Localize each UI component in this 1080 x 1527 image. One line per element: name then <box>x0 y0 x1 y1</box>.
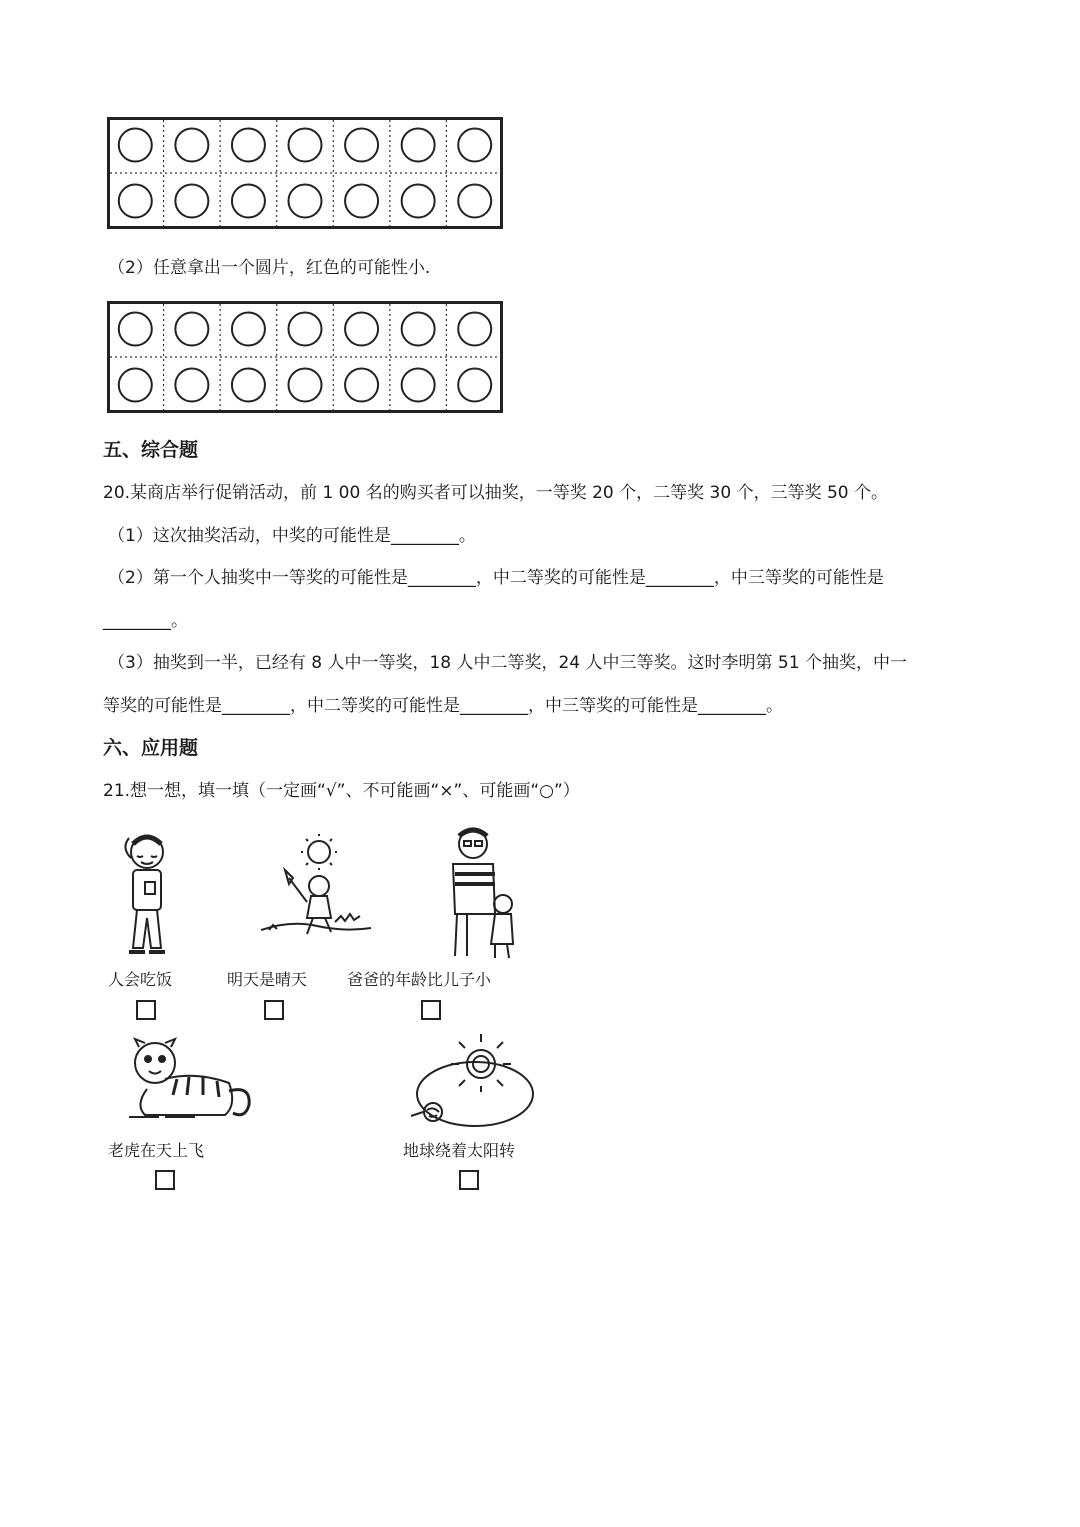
disc-circle <box>232 369 265 402</box>
answer-box-item-3[interactable] <box>421 1000 441 1020</box>
disc-circle <box>175 313 208 346</box>
disc-circle <box>402 129 435 162</box>
caption-item-2: 明天是晴天 <box>227 970 308 989</box>
question-20-part-2-line-1: （2）第一个人抽奖中一等奖的可能性是________，中二等奖的可能性是________，中三等奖的可能性是 <box>108 568 884 588</box>
section-5-title: 五、综合题 <box>103 439 199 461</box>
circle-grid-1 <box>107 117 503 229</box>
question-21-picture-area <box>103 820 548 1198</box>
disc-circle <box>458 185 491 218</box>
answer-box-item-1[interactable] <box>136 1000 156 1020</box>
disc-circle <box>345 185 378 218</box>
disc-circle <box>175 369 208 402</box>
disc-circle <box>402 313 435 346</box>
disc-circle <box>458 313 491 346</box>
disc-circle <box>289 313 322 346</box>
section-6-title: 六、应用题 <box>103 737 199 759</box>
caption-item-5: 地球绕着太阳转 <box>403 1141 516 1160</box>
tiger-figure-icon <box>125 1035 257 1127</box>
caption-item-1: 人会吃饭 <box>108 970 173 989</box>
kid-sun-scene-icon <box>261 834 373 942</box>
question-20-part-3-line-2: 等奖的可能性是________，中二等奖的可能性是________，中三等奖的可能性是________。 <box>103 696 783 716</box>
disc-circle <box>175 185 208 218</box>
disc-circle <box>119 313 152 346</box>
disc-circle <box>289 369 322 402</box>
answer-box-item-2[interactable] <box>264 1000 284 1020</box>
question-2-text: （2）任意拿出一个圆片，红色的可能性小. <box>108 258 431 278</box>
question-20-part-1: （1）这次抽奖活动，中奖的可能性是________。 <box>108 526 476 546</box>
disc-circle <box>402 369 435 402</box>
disc-circle <box>119 369 152 402</box>
disc-circle <box>232 185 265 218</box>
disc-circle <box>232 129 265 162</box>
circle-grid-2 <box>107 301 503 413</box>
father-son-figure-icon <box>437 824 523 962</box>
question-21-stem: 21.想一想，填一填（一定画“√”、不可能画“×”、可能画“○”） <box>103 781 580 801</box>
disc-circle <box>175 129 208 162</box>
disc-circle <box>345 313 378 346</box>
disc-circle <box>345 369 378 402</box>
question-20-part-3-line-1: （3）抽奖到一半，已经有 8 人中一等奖，18 人中二等奖，24 人中三等奖。这时李明第 51 个抽奖，中一 <box>108 653 907 673</box>
boy-figure-icon <box>111 828 181 960</box>
answer-box-item-4[interactable] <box>155 1170 175 1190</box>
disc-circle <box>402 185 435 218</box>
disc-circle <box>458 129 491 162</box>
caption-item-4: 老虎在天上飞 <box>108 1141 205 1160</box>
disc-circle <box>232 313 265 346</box>
answer-box-item-5[interactable] <box>459 1170 479 1190</box>
disc-circle <box>119 129 152 162</box>
question-20-stem: 20.某商店举行促销活动，前 1 00 名的购买者可以抽奖，一等奖 20 个，二等奖 30 个，三等奖 50 个。 <box>103 483 889 503</box>
disc-circle <box>289 129 322 162</box>
disc-circle <box>458 369 491 402</box>
earth-orbit-sun-icon <box>403 1032 537 1132</box>
caption-item-3: 爸爸的年龄比儿子小 <box>347 970 492 989</box>
disc-circle <box>119 185 152 218</box>
question-20-part-2-line-2: ________。 <box>103 611 188 631</box>
disc-circle <box>289 185 322 218</box>
disc-circle <box>345 129 378 162</box>
